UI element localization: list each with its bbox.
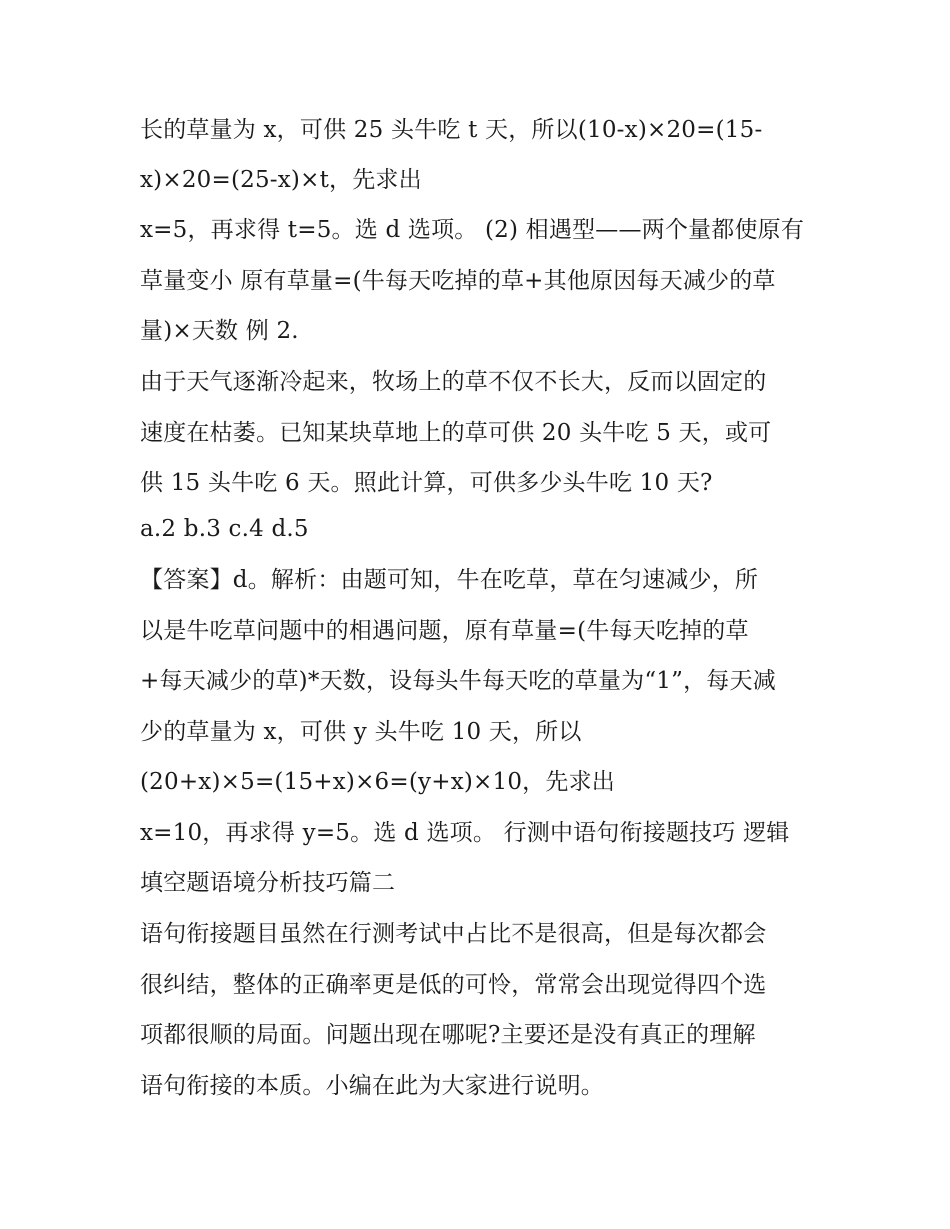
text-line: 速度在枯萎。已知某块草地上的草可供 20 头牛吃 5 天，或可: [140, 420, 772, 446]
text-line: x=10，再求得 y=5。选 d 选项。 行测中语句衔接题技巧 逻辑: [140, 820, 790, 846]
text-line: 很纠结，整体的正确率更是低的可怜，常常会出现觉得四个选: [140, 972, 767, 998]
text-line: x=5，再求得 t=5。选 d 选项。 (2) 相遇型——两个量都使原有: [140, 217, 805, 243]
text-line: 长的草量为 x，可供 25 头牛吃 t 天，所以(10-x)×20=(15-: [140, 117, 763, 143]
text-line: 量)×天数 例 2.: [140, 318, 299, 344]
section-heading: 填空题语境分析技巧篇二: [140, 870, 396, 896]
text-line: (20+x)×5=(15+x)×6=(y+x)×10，先求出: [140, 769, 615, 795]
text-line: 由于天气逐渐冷起来，牧场上的草不仅不长大，反而以固定的: [140, 369, 767, 395]
answer-options: a.2 b.3 c.4 d.5: [140, 516, 309, 542]
text-line: x)×20=(25-x)×t，先求出: [140, 167, 422, 193]
text-line: 供 15 头牛吃 6 天。照此计算，可供多少头牛吃 10 天?: [140, 470, 713, 496]
text-line: 草量变小 原有草量=(牛每天吃掉的草+其他原因每天减少的草: [140, 268, 776, 294]
text-line: 【答案】d。解析：由题可知，牛在吃草，草在匀速减少，所: [140, 567, 759, 593]
text-line: 以是牛吃草问题中的相遇问题，原有草量=(牛每天吃掉的草: [140, 618, 749, 644]
text-line: 语句衔接题目虽然在行测考试中占比不是很高，但是每次都会: [140, 921, 767, 947]
text-line: 少的草量为 x，可供 y 头牛吃 10 天，所以: [140, 719, 582, 745]
text-line: 项都很顺的局面。问题出现在哪呢?主要还是没有真正的理解: [140, 1022, 756, 1048]
text-line: +每天减少的草)*天数，设每头牛每天吃的草量为“1”，每天减: [140, 668, 776, 694]
text-line: 语句衔接的本质。小编在此为大家进行说明。: [140, 1073, 604, 1099]
